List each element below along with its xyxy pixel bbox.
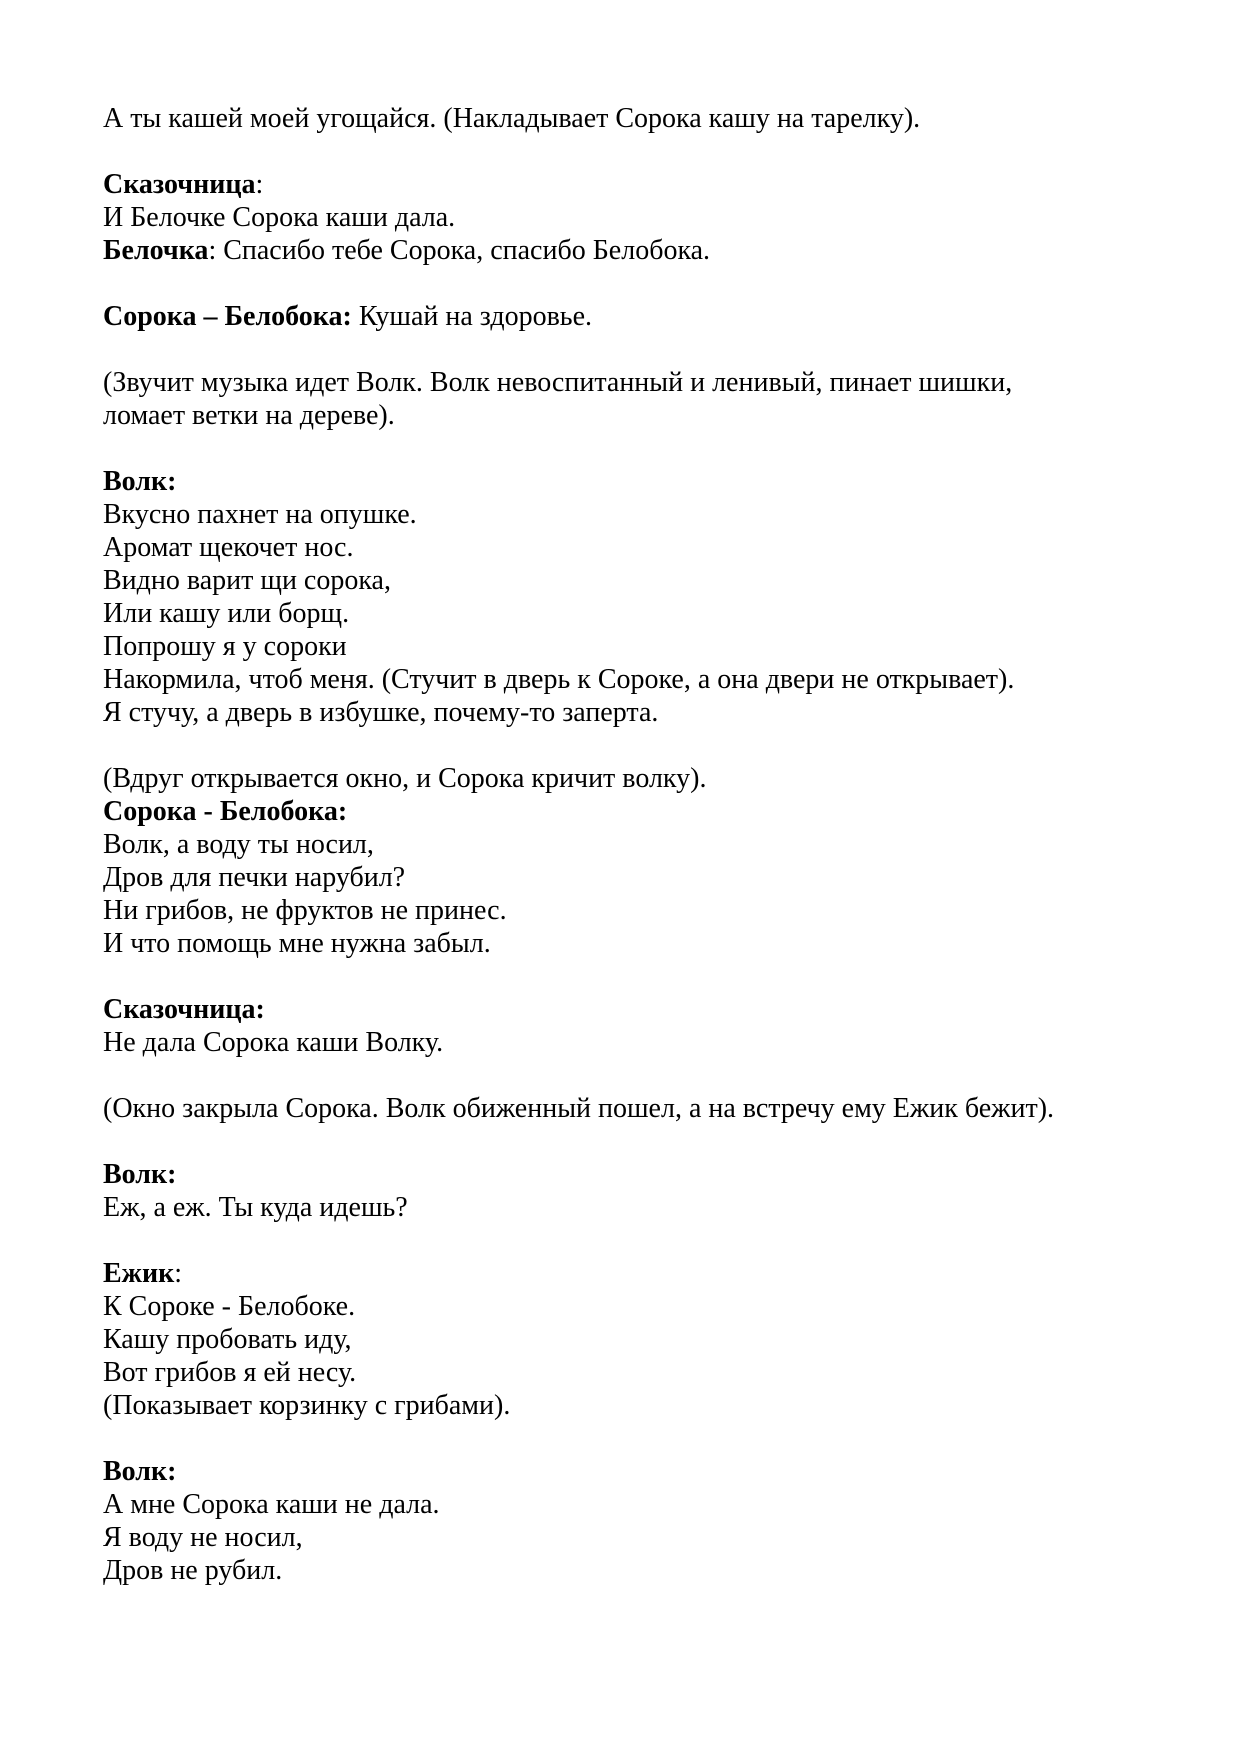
paragraph [103, 300, 1140, 333]
text-segment: Не дала Сорока каши Волку. [103, 1027, 444, 1058]
text-line [103, 1455, 1140, 1488]
text-segment: И Белочке Сорока каши дала. [103, 202, 456, 233]
text-segment: Ни грибов, не фруктов не принес. [103, 895, 507, 926]
text-segment: А мне Сорока каши не дала. [103, 1489, 440, 1520]
text-segment: Я воду не носил, [103, 1522, 303, 1553]
text-segment: Дров не рубил. [103, 1555, 283, 1586]
speaker-name: Ежик [103, 1258, 175, 1289]
text-line [103, 597, 1140, 630]
text-line [103, 630, 1140, 663]
text-segment: (Вдруг открывается окно, и Сорока кричит волку). [103, 763, 707, 794]
text-line [103, 1488, 1140, 1521]
text-segment: Аромат щекочет нос. [103, 532, 354, 563]
text-line [103, 1356, 1140, 1389]
paragraph [103, 993, 1140, 1059]
text-line [103, 399, 1140, 432]
text-line [103, 1257, 1140, 1290]
paragraph [103, 1092, 1140, 1125]
text-line [103, 1026, 1140, 1059]
text-segment: И что помощь мне нужна забыл. [103, 928, 491, 959]
text-line [103, 498, 1140, 531]
text-segment: Накормила, чтоб меня. (Стучит в дверь к Сороке, а она двери не открывает). [103, 664, 1015, 695]
text-segment: К Сороке - Белобоке. [103, 1291, 356, 1322]
text-segment: А ты кашей моей угощайся. (Накладывает Сорока кашу на тарелку). [103, 103, 921, 134]
text-segment: Волк, а воду ты носил, [103, 829, 374, 860]
text-line [103, 927, 1140, 960]
paragraph [103, 465, 1140, 729]
text-segment: : [255, 169, 264, 200]
text-line [103, 1092, 1140, 1125]
text-line [103, 993, 1140, 1026]
text-segment: Видно варит щи сорока, [103, 565, 391, 596]
text-line [103, 300, 1140, 333]
text-segment: Дров для печки нарубил? [103, 862, 406, 893]
text-segment: Кашу пробовать иду, [103, 1324, 352, 1355]
text-segment: Кушай на здоровье. [351, 301, 593, 332]
paragraph [103, 168, 1140, 267]
text-line [103, 564, 1140, 597]
text-segment: : Спасибо тебе Сорока, спасибо Белобока. [208, 235, 711, 266]
paragraph [103, 1257, 1140, 1422]
text-line [103, 795, 1140, 828]
text-line [103, 1290, 1140, 1323]
text-segment: Или кашу или борщ. [103, 598, 350, 629]
text-line [103, 663, 1140, 696]
text-line [103, 861, 1140, 894]
paragraph [103, 102, 1140, 135]
paragraph [103, 1158, 1140, 1224]
text-segment: Попрошу я у сороки [103, 631, 347, 662]
speaker-name: Волк: [103, 1159, 177, 1190]
text-line [103, 1521, 1140, 1554]
text-line [103, 828, 1140, 861]
text-line [103, 531, 1140, 564]
paragraph [103, 366, 1140, 432]
text-segment: (Показывает корзинку с грибами). [103, 1390, 511, 1421]
text-line [103, 696, 1140, 729]
text-line [103, 366, 1140, 399]
text-segment: Вот грибов я ей несу. [103, 1357, 357, 1388]
text-line [103, 1191, 1140, 1224]
text-segment: Вкусно пахнет на опушке. [103, 499, 417, 530]
text-segment: Я стучу, а дверь в избушке, почему-то заперта. [103, 697, 659, 728]
text-line [103, 1323, 1140, 1356]
text-line [103, 1389, 1140, 1422]
text-segment: (Звучит музыка идет Волк. Волк невоспитанный и ленивый, пинает шишки, [103, 367, 1013, 398]
text-segment: (Окно закрыла Сорока. Волк обиженный пошел, а на встречу ему Ежик бежит). [103, 1093, 1055, 1124]
text-line [103, 168, 1140, 201]
text-line [103, 1554, 1140, 1587]
text-line [103, 762, 1140, 795]
text-line [103, 201, 1140, 234]
speaker-name: Сказочница [103, 169, 256, 200]
text-line [103, 1158, 1140, 1191]
speaker-name: Волк: [103, 466, 177, 497]
text-segment: : [174, 1258, 183, 1289]
speaker-name: Сказочница: [103, 994, 265, 1025]
document-body [103, 102, 1140, 1587]
text-segment: Еж, а еж. Ты куда идешь? [103, 1192, 408, 1223]
paragraph [103, 1455, 1140, 1587]
text-line [103, 102, 1140, 135]
speaker-name: Волк: [103, 1456, 177, 1487]
paragraph [103, 762, 1140, 960]
text-segment: ломает ветки на дереве). [103, 400, 395, 431]
text-line [103, 465, 1140, 498]
speaker-name: Белочка [103, 235, 209, 266]
speaker-name: Сорока – Белобока: [103, 301, 352, 332]
text-line [103, 234, 1140, 267]
speaker-name: Сорока - Белобока: [103, 796, 348, 827]
text-line [103, 894, 1140, 927]
